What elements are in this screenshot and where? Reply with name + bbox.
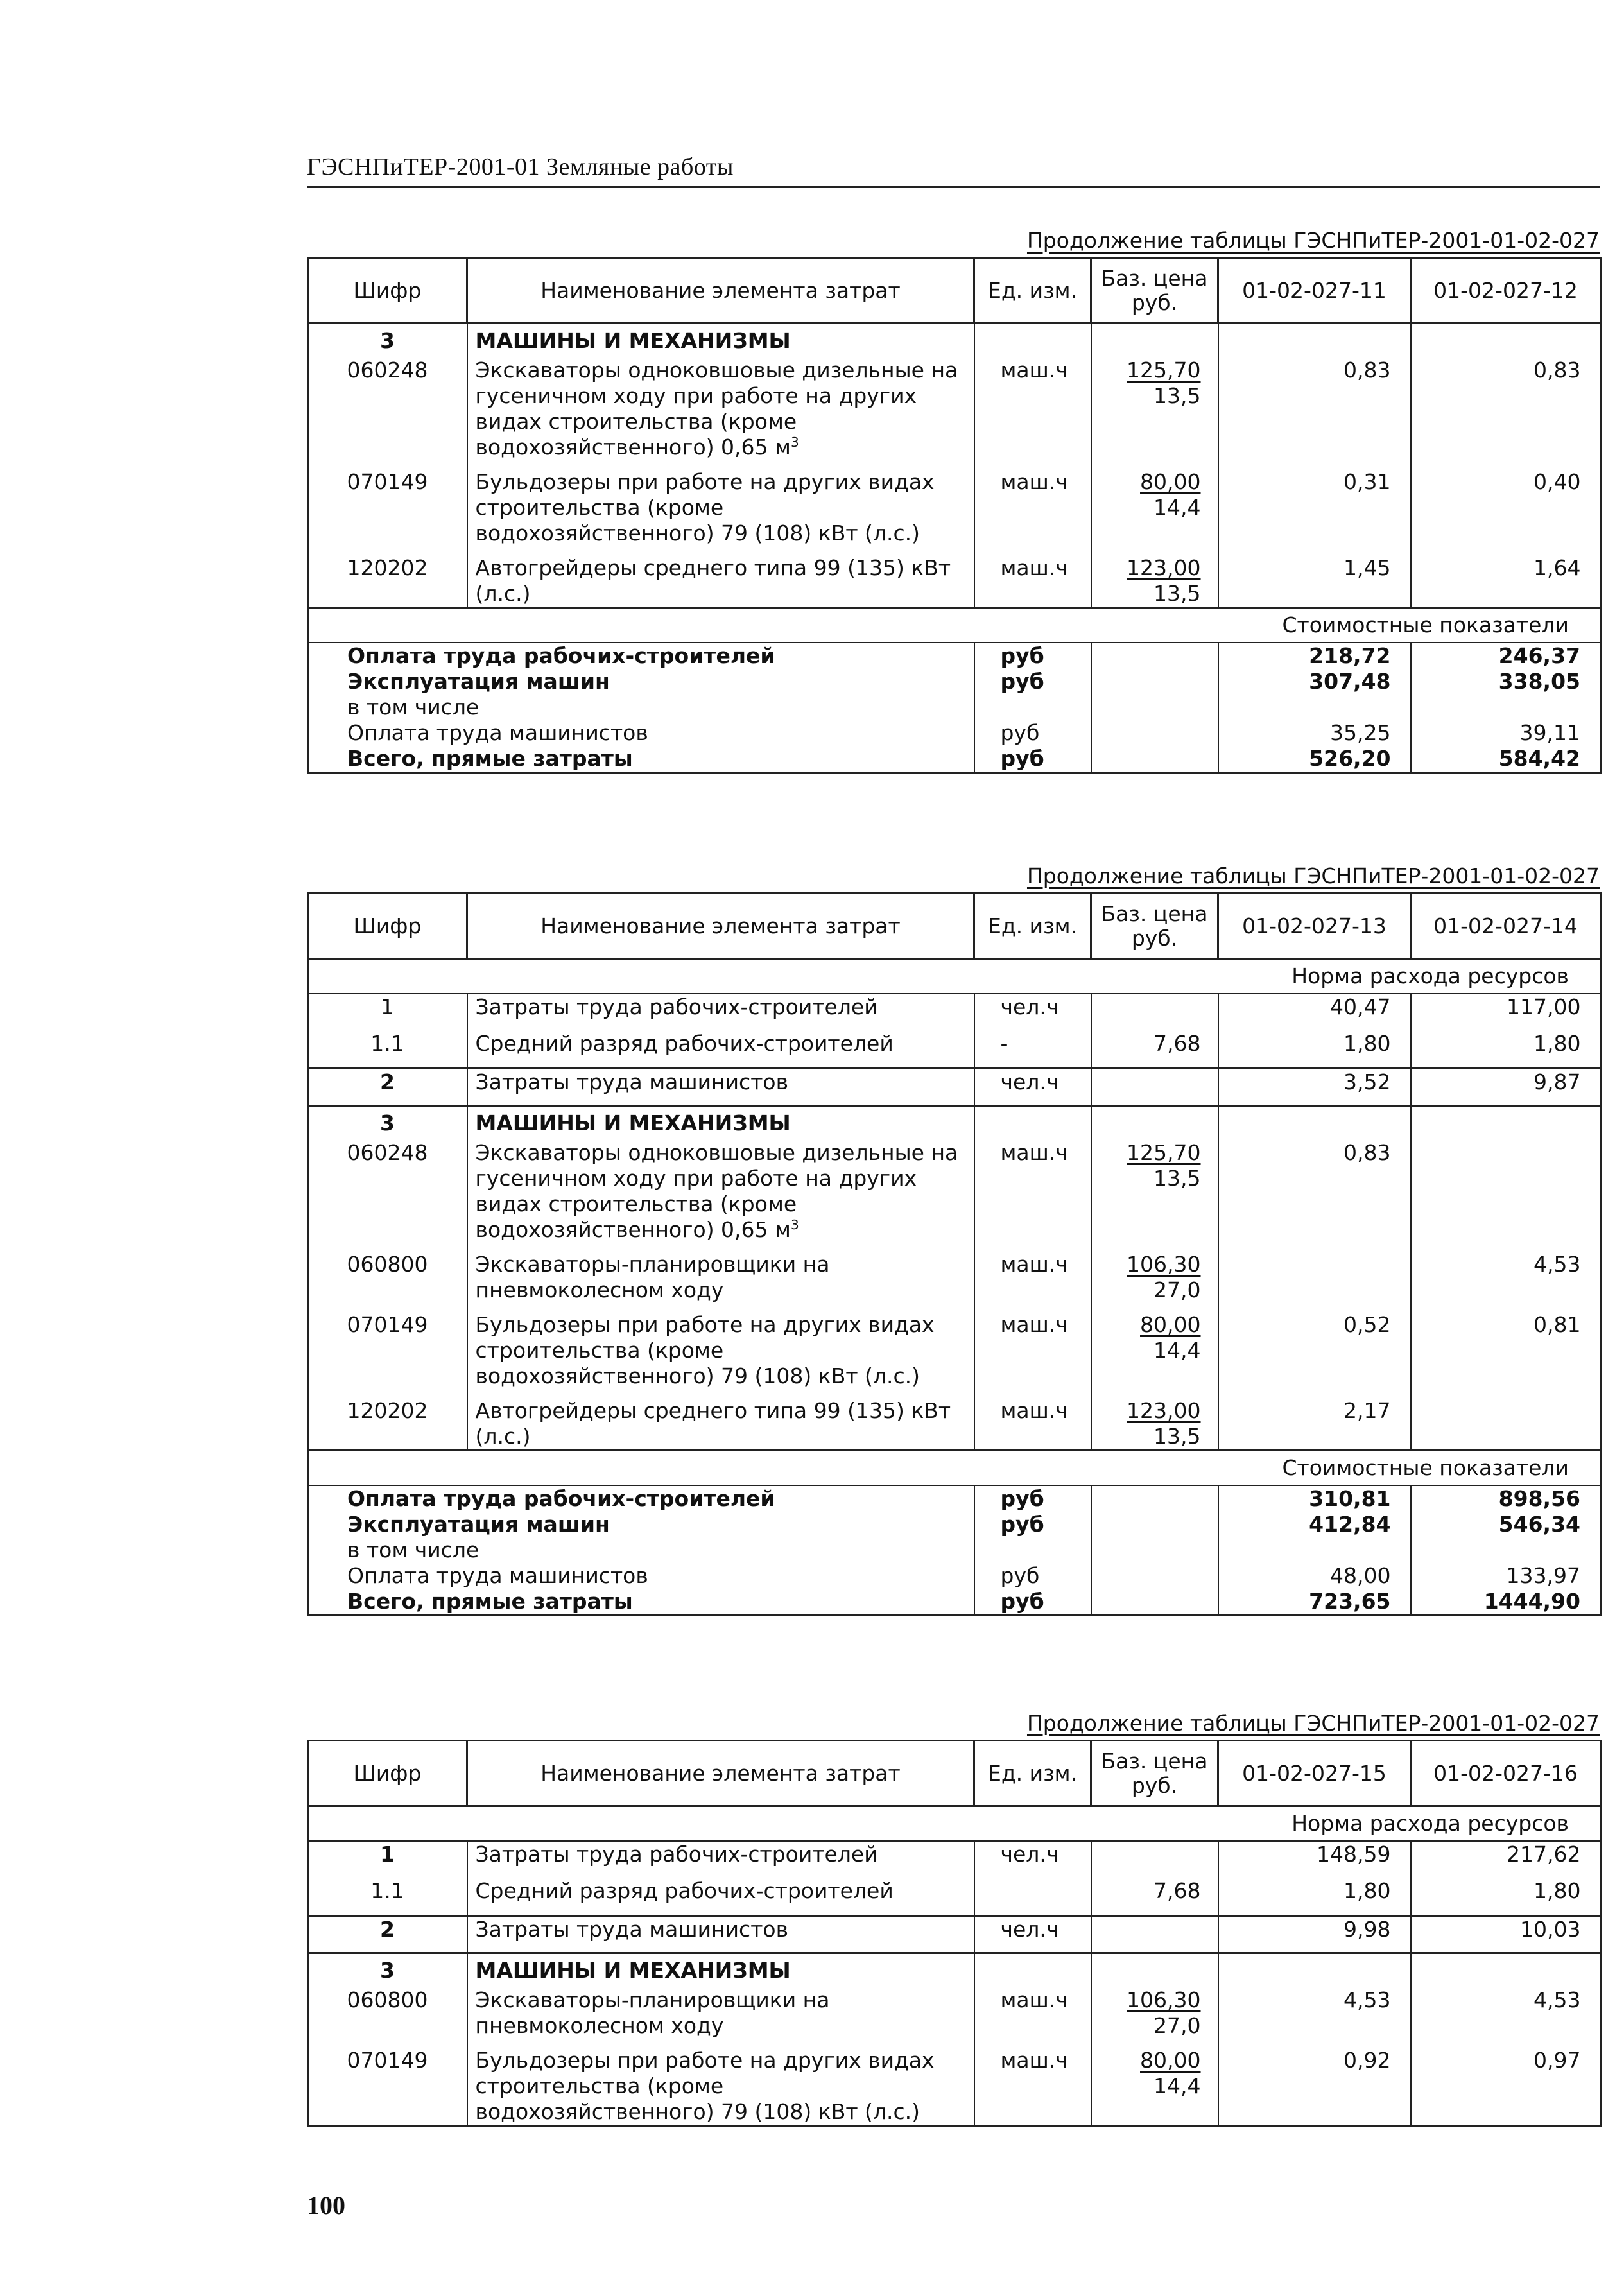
cost-name: Оплата труда рабочих-строителей <box>308 1485 974 1512</box>
table-2 <box>307 863 1600 1616</box>
code-cell: 1 <box>308 1841 467 1878</box>
cost-unit: руб <box>974 1563 1091 1589</box>
page-number: 100 <box>307 2191 345 2220</box>
value-a: 0,83 <box>1218 1140 1411 1252</box>
name-cell: Автогрейдеры среднего типа 99 (135) кВт (л.с.) <box>467 555 974 608</box>
price-cell: 123,00 13,5 <box>1091 1398 1218 1451</box>
cost-row <box>308 1563 1601 1589</box>
name-cell: Автогрейдеры среднего типа 99 (135) кВт (л.с.) <box>467 1398 974 1451</box>
value-a: 0,83 <box>1218 358 1411 469</box>
section-code: 3 <box>308 1105 467 1140</box>
price-cell: 80,00 14,4 <box>1091 1312 1218 1398</box>
cost-b: 39,11 <box>1411 720 1601 746</box>
cost-b: 584,42 <box>1411 746 1601 773</box>
code-cell: 060248 <box>308 1140 467 1252</box>
unit-cell: маш.ч <box>974 469 1091 555</box>
unit-cell: чел.ч <box>974 1915 1091 1953</box>
table-row <box>308 1252 1601 1312</box>
price-cell <box>1091 1841 1218 1878</box>
cost-row <box>308 1537 1601 1563</box>
cost-a <box>1218 1537 1411 1563</box>
code-cell: 060800 <box>308 1252 467 1312</box>
section-code: 3 <box>308 324 467 358</box>
col-header-b: 01-02-027-14 <box>1411 894 1601 959</box>
cost-row <box>308 720 1601 746</box>
table-row <box>308 1031 1601 1068</box>
section-title: МАШИНЫ И МЕХАНИЗМЫ <box>467 1105 974 1140</box>
value-a: 4,53 <box>1218 1987 1411 2048</box>
cost-a: 48,00 <box>1218 1563 1411 1589</box>
running-head: ГЭСНПиТЕР-2001-01 Земляные работы <box>307 153 734 180</box>
cost-b: 546,34 <box>1411 1512 1601 1537</box>
value-b: 0,81 <box>1411 1312 1601 1398</box>
unit-cell: маш.ч <box>974 358 1091 469</box>
col-header-code: Шифр <box>308 258 467 324</box>
table-row <box>308 1915 1601 1953</box>
cost-name: Оплата труда рабочих-строителей <box>308 643 974 669</box>
col-header-price: Баз. цена руб. <box>1091 1741 1218 1806</box>
value-a: 0,52 <box>1218 1312 1411 1398</box>
table-row <box>308 555 1601 608</box>
col-header-name: Наименование элемента затрат <box>467 894 974 959</box>
code-cell: 1.1 <box>308 1031 467 1068</box>
value-b <box>1411 1140 1601 1252</box>
cost-row <box>308 1589 1601 1616</box>
continuation-caption: Продолжение таблицы ГЭСНПиТЕР-2001-01-02-027 <box>1026 1711 1600 1736</box>
value-a: 1,80 <box>1218 1878 1411 1915</box>
cost-unit: руб <box>974 1589 1091 1616</box>
name-cell: Затраты труда машинистов <box>467 1915 974 1953</box>
col-header-unit: Ед. изм. <box>974 258 1091 324</box>
name-cell: Бульдозеры при работе на других видах строительства (кроме водохозяйственного) 79 (108) кВт (л.с.) <box>467 469 974 555</box>
col-header-a: 01-02-027-13 <box>1218 894 1411 959</box>
section-row <box>308 324 1601 358</box>
value-b: 4,53 <box>1411 1987 1601 2048</box>
table-row <box>308 1398 1601 1451</box>
name-cell: Затраты труда рабочих-строителей <box>467 1841 974 1878</box>
name-cell: Бульдозеры при работе на других видах строительства (кроме водохозяйственного) 79 (108) кВт (л.с.) <box>467 1312 974 1398</box>
unit-cell: чел.ч <box>974 1841 1091 1878</box>
name-cell: Средний разряд рабочих-строителей <box>467 1031 974 1068</box>
cost-row <box>308 1512 1601 1537</box>
cost-a: 723,65 <box>1218 1589 1411 1616</box>
unit-cell: маш.ч <box>974 1987 1091 2048</box>
value-b: 0,83 <box>1411 358 1601 469</box>
table-row <box>308 1140 1601 1252</box>
unit-cell: маш.ч <box>974 1398 1091 1451</box>
cost-a: 218,72 <box>1218 643 1411 669</box>
name-cell: Затраты труда рабочих-строителей <box>467 994 974 1031</box>
value-b: 1,80 <box>1411 1031 1601 1068</box>
unit-cell <box>974 1878 1091 1915</box>
name-cell: Экскаваторы одноковшовые дизельные на гусеничном ходу при работе на других видах строительства (кроме водохозяйственного) 0,65 $м^3$ <box>467 358 974 469</box>
col-header-unit: Ед. изм. <box>974 894 1091 959</box>
price-cell: 106,30 27,0 <box>1091 1987 1218 2048</box>
value-a: 1,45 <box>1218 555 1411 608</box>
table-row <box>308 1312 1601 1398</box>
value-b: 4,53 <box>1411 1252 1601 1312</box>
norm-band: Норма расхода ресурсов <box>308 1806 1601 1842</box>
cost-row <box>308 746 1601 773</box>
price-cell: 7,68 <box>1091 1031 1218 1068</box>
value-a: 40,47 <box>1218 994 1411 1031</box>
col-header-unit: Ед. изм. <box>974 1741 1091 1806</box>
cost-unit: руб <box>974 746 1091 773</box>
norm-band-row <box>308 1806 1601 1842</box>
cost-unit: руб <box>974 1512 1091 1537</box>
cost-unit: руб <box>974 720 1091 746</box>
value-a: 3,52 <box>1218 1068 1411 1105</box>
price-cell: 123,00 13,5 <box>1091 555 1218 608</box>
code-cell: 070149 <box>308 2048 467 2126</box>
rates-table <box>307 892 1602 1616</box>
table-row <box>308 994 1601 1031</box>
cost-unit: руб <box>974 643 1091 669</box>
code-cell: 2 <box>308 1915 467 1953</box>
col-header-name: Наименование элемента затрат <box>467 1741 974 1806</box>
cost-row <box>308 643 1601 669</box>
price-cell <box>1091 1915 1218 1953</box>
cost-name: в том числе <box>308 1537 974 1563</box>
table-row <box>308 1878 1601 1915</box>
value-a <box>1218 1252 1411 1312</box>
cost-name: Всего, прямые затраты <box>308 1589 974 1616</box>
rates-table <box>307 257 1602 774</box>
code-cell: 070149 <box>308 469 467 555</box>
col-header-b: 01-02-027-16 <box>1411 1741 1601 1806</box>
cost-unit: руб <box>974 669 1091 695</box>
price-cell: 125,70 13,5 <box>1091 358 1218 469</box>
unit-cell: маш.ч <box>974 555 1091 608</box>
section-title: МАШИНЫ И МЕХАНИЗМЫ <box>467 1953 974 1987</box>
value-b: 1,80 <box>1411 1878 1601 1915</box>
table-row <box>308 358 1601 469</box>
col-header-b: 01-02-027-12 <box>1411 258 1601 324</box>
norm-band: Норма расхода ресурсов <box>308 959 1601 994</box>
name-cell: Средний разряд рабочих-строителей <box>467 1878 974 1915</box>
value-b: 117,00 <box>1411 994 1601 1031</box>
cost-a: 310,81 <box>1218 1485 1411 1512</box>
cost-a: 526,20 <box>1218 746 1411 773</box>
cost-a <box>1218 695 1411 720</box>
cost-band: Стоимостные показатели <box>308 608 1601 643</box>
cost-a: 412,84 <box>1218 1512 1411 1537</box>
value-a: 148,59 <box>1218 1841 1411 1878</box>
value-b <box>1411 1398 1601 1451</box>
value-a: 0,31 <box>1218 469 1411 555</box>
table-row <box>308 1841 1601 1878</box>
name-cell: Экскаваторы-планировщики на пневмоколесном ходу <box>467 1252 974 1312</box>
cost-row <box>308 1485 1601 1512</box>
header-rule <box>307 186 1600 188</box>
section-row <box>308 1953 1601 1987</box>
unit-cell: чел.ч <box>974 1068 1091 1105</box>
cost-b <box>1411 1537 1601 1563</box>
cost-name: Оплата труда машинистов <box>308 720 974 746</box>
value-b: 1,64 <box>1411 555 1601 608</box>
norm-band-row <box>308 959 1601 994</box>
cost-unit: руб <box>974 1485 1091 1512</box>
cost-row <box>308 669 1601 695</box>
cost-b <box>1411 695 1601 720</box>
value-a: 0,92 <box>1218 2048 1411 2126</box>
cost-unit <box>974 1537 1091 1563</box>
name-cell: Экскаваторы одноковшовые дизельные на гусеничном ходу при работе на других видах строительства (кроме водохозяйственного) 0,65 $м^3$ <box>467 1140 974 1252</box>
table-row <box>308 1987 1601 2048</box>
cost-band-row <box>308 1450 1601 1485</box>
value-b: 10,03 <box>1411 1915 1601 1953</box>
price-cell: 7,68 <box>1091 1878 1218 1915</box>
cost-band-row <box>308 608 1601 643</box>
unit-cell: маш.ч <box>974 1252 1091 1312</box>
value-a: 9,98 <box>1218 1915 1411 1953</box>
col-header-code: Шифр <box>308 894 467 959</box>
code-cell: 070149 <box>308 1312 467 1398</box>
col-header-a: 01-02-027-11 <box>1218 258 1411 324</box>
name-cell: Экскаваторы-планировщики на пневмоколесном ходу <box>467 1987 974 2048</box>
cost-unit <box>974 695 1091 720</box>
code-cell: 060800 <box>308 1987 467 2048</box>
table-row <box>308 2048 1601 2126</box>
value-a: 2,17 <box>1218 1398 1411 1451</box>
cost-name: Всего, прямые затраты <box>308 746 974 773</box>
table-row <box>308 1068 1601 1105</box>
value-b: 0,97 <box>1411 2048 1601 2126</box>
section-title: МАШИНЫ И МЕХАНИЗМЫ <box>467 324 974 358</box>
cost-a: 307,48 <box>1218 669 1411 695</box>
code-cell: 120202 <box>308 555 467 608</box>
cost-name: Оплата труда машинистов <box>308 1563 974 1589</box>
table-3 <box>307 1711 1600 2127</box>
price-cell: 80,00 14,4 <box>1091 2048 1218 2126</box>
cost-band: Стоимостные показатели <box>308 1450 1601 1485</box>
name-cell: Бульдозеры при работе на других видах строительства (кроме водохозяйственного) 79 (108) кВт (л.с.) <box>467 2048 974 2126</box>
section-row <box>308 1105 1601 1140</box>
code-cell: 2 <box>308 1068 467 1105</box>
cost-b: 246,37 <box>1411 643 1601 669</box>
code-cell: 060248 <box>308 358 467 469</box>
unit-cell: - <box>974 1031 1091 1068</box>
code-cell: 120202 <box>308 1398 467 1451</box>
table-row <box>308 469 1601 555</box>
col-header-name: Наименование элемента затрат <box>467 258 974 324</box>
unit-cell: маш.ч <box>974 2048 1091 2126</box>
cost-name: в том числе <box>308 695 974 720</box>
cost-name: Эксплуатация машин <box>308 1512 974 1537</box>
continuation-caption: Продолжение таблицы ГЭСНПиТЕР-2001-01-02-027 <box>1026 863 1600 888</box>
rates-table <box>307 1740 1602 2127</box>
value-b: 217,62 <box>1411 1841 1601 1878</box>
cost-b: 898,56 <box>1411 1485 1601 1512</box>
value-a: 1,80 <box>1218 1031 1411 1068</box>
table-1 <box>307 228 1600 774</box>
col-header-code: Шифр <box>308 1741 467 1806</box>
price-cell: 80,00 14,4 <box>1091 469 1218 555</box>
cost-a: 35,25 <box>1218 720 1411 746</box>
cost-b: 338,05 <box>1411 669 1601 695</box>
cost-name: Эксплуатация машин <box>308 669 974 695</box>
code-cell: 1.1 <box>308 1878 467 1915</box>
cost-b: 133,97 <box>1411 1563 1601 1589</box>
section-code: 3 <box>308 1953 467 1987</box>
unit-cell: маш.ч <box>974 1312 1091 1398</box>
col-header-price: Баз. цена руб. <box>1091 258 1218 324</box>
col-header-a: 01-02-027-15 <box>1218 1741 1411 1806</box>
price-cell: 106,30 27,0 <box>1091 1252 1218 1312</box>
col-header-price: Баз. цена руб. <box>1091 894 1218 959</box>
cost-row <box>308 695 1601 720</box>
unit-cell: маш.ч <box>974 1140 1091 1252</box>
price-cell <box>1091 1068 1218 1105</box>
price-cell: 125,70 13,5 <box>1091 1140 1218 1252</box>
unit-cell: чел.ч <box>974 994 1091 1031</box>
price-cell <box>1091 994 1218 1031</box>
cost-b: 1444,90 <box>1411 1589 1601 1616</box>
name-cell: Затраты труда машинистов <box>467 1068 974 1105</box>
value-b: 0,40 <box>1411 469 1601 555</box>
value-b: 9,87 <box>1411 1068 1601 1105</box>
continuation-caption: Продолжение таблицы ГЭСНПиТЕР-2001-01-02-027 <box>1026 228 1600 253</box>
code-cell: 1 <box>308 994 467 1031</box>
